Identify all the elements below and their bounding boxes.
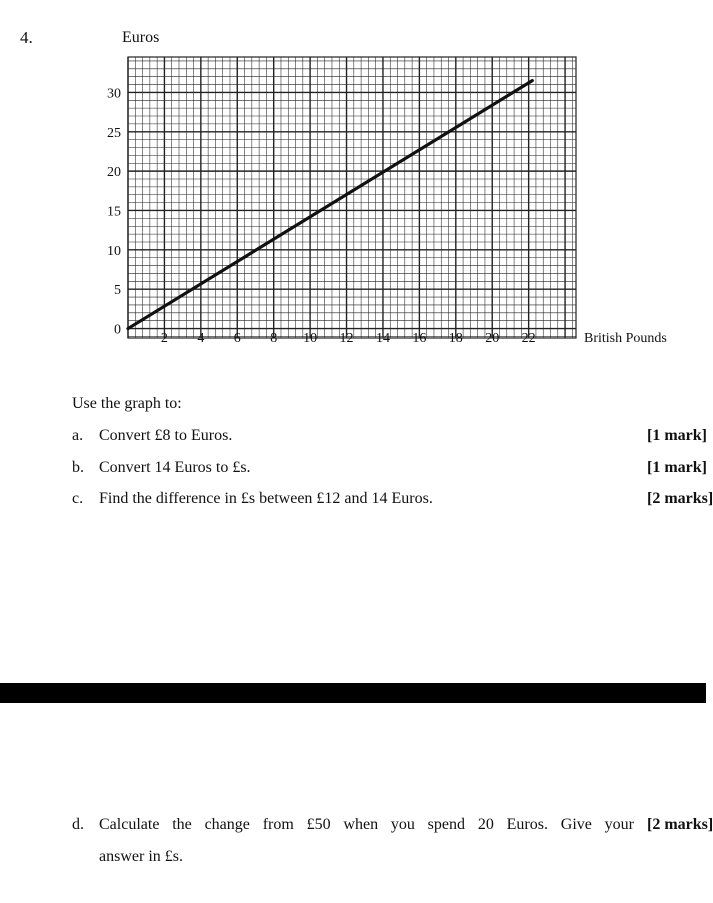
x-tick-label: 4: [197, 331, 205, 346]
question-a-text: Convert £8 to Euros.: [99, 427, 233, 444]
question-d-text: Calculate the change from £50 when you spend 20 Euros. Give your: [99, 816, 634, 833]
x-tick-label: 16: [412, 331, 427, 346]
question-number: 4.: [20, 28, 33, 47]
x-tick-label: 20: [485, 331, 500, 346]
question-b-marks: [1 mark]: [647, 459, 707, 476]
question-c-text: Find the difference in £s between £12 and 14 Euros.: [99, 490, 433, 507]
x-axis-label: British Pounds: [584, 331, 667, 346]
question-b-letter: b.: [72, 459, 84, 476]
y-tick-label: 15: [107, 204, 121, 220]
y-tick-label: 20: [107, 165, 121, 181]
x-tick-label: 8: [270, 331, 278, 346]
question-a: [72, 427, 706, 449]
question-b-text: Convert 14 Euros to £s.: [99, 459, 251, 476]
y-axis-label: Euros: [122, 29, 160, 46]
x-tick-label: 18: [448, 331, 463, 346]
question-d-marks: [2 marks]: [647, 816, 713, 833]
y-tick-label: 5: [114, 283, 121, 299]
question-b: [72, 459, 706, 481]
x-tick-label: 10: [303, 331, 318, 346]
graph-grid: [128, 57, 576, 338]
question-c-letter: c.: [72, 490, 84, 507]
question-c-marks: [2 marks]: [647, 490, 713, 507]
black-bar-divider: [0, 683, 706, 703]
y-tick-label: 25: [107, 125, 121, 141]
x-tick-label: 14: [375, 331, 390, 346]
question-a-letter: a.: [72, 427, 84, 444]
x-tick-label: 2: [160, 331, 168, 346]
question-d-text-line2: answer in £s.: [99, 848, 183, 865]
question-d-letter: d.: [72, 816, 84, 833]
question-a-marks: [1 mark]: [647, 427, 707, 444]
y-tick-label: 0: [114, 322, 121, 338]
conversion-graph: [0, 0, 706, 360]
x-tick-label: 6: [233, 331, 241, 346]
plot-frame: [128, 57, 576, 338]
question-c: [72, 490, 713, 512]
x-tick-label: 12: [339, 331, 354, 346]
y-tick-label: 10: [107, 243, 121, 259]
x-tick-label: 22: [521, 331, 536, 346]
instructions-intro: Use the graph to:: [72, 395, 182, 412]
y-tick-label: 30: [107, 86, 121, 102]
